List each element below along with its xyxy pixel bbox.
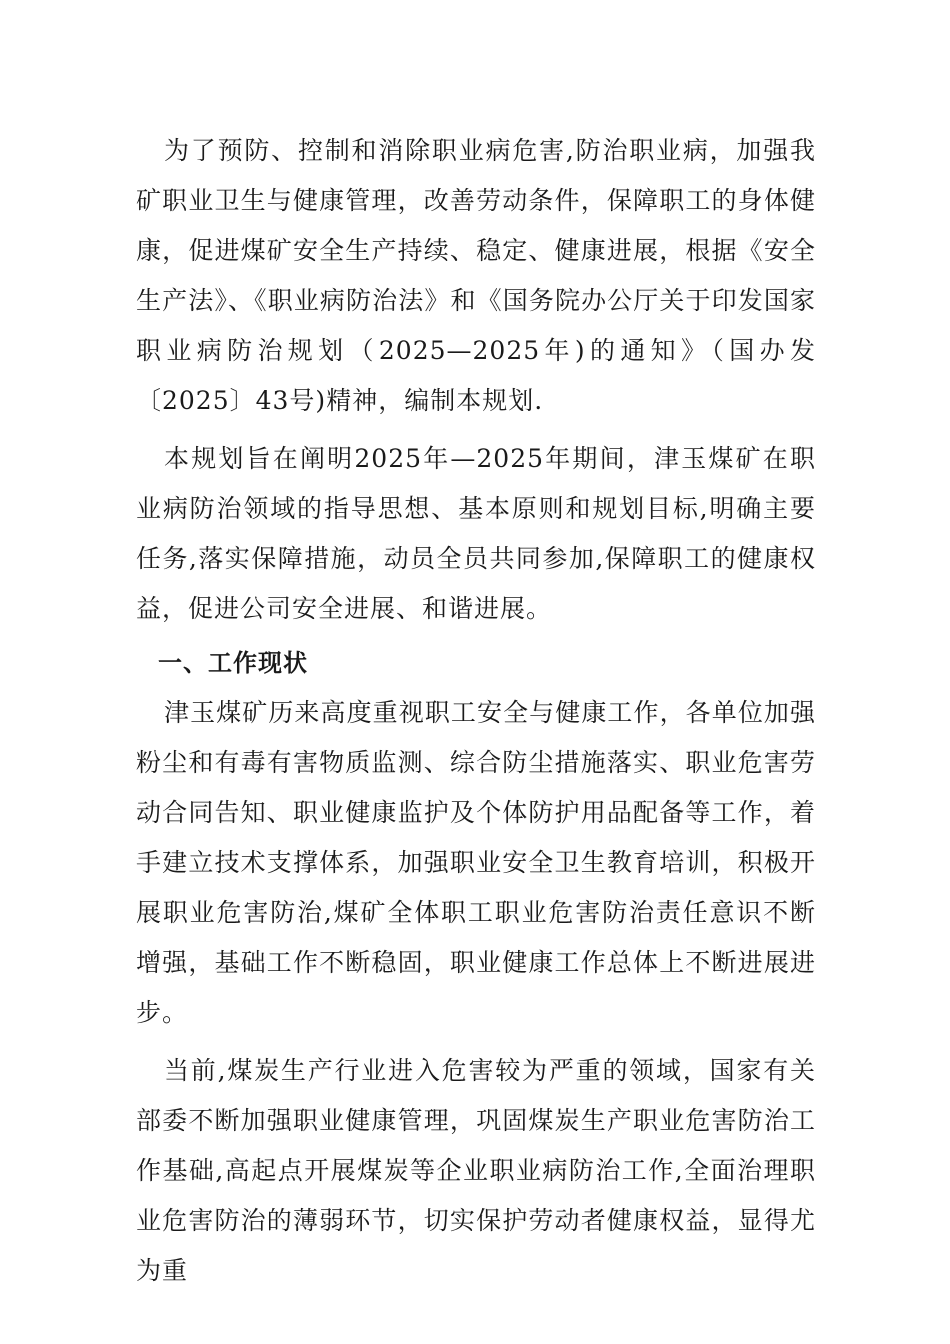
paragraph-intro: 为了预防、控制和消除职业病危害,防治职业病，加强我矿职业卫生与健康管理，改善劳动条件，保障职工的身体健康，促进煤矿安全生产持续、稳定、健康进展，根据《安全生产法》、《职业病防治法》和《国务院办公厅关于印发国家职业病防治规划（2025—2025年)的通知》（国办发〔2025〕43号)精神，编制本规划.	[136, 136, 816, 415]
section-heading-work-status: 一、工作现状	[158, 649, 308, 677]
document-body	[136, 126, 816, 1296]
paragraph-gap	[136, 1038, 816, 1046]
paragraph-status-2: 当前,煤炭生产行业进入危害较为严重的领域，国家有关部委不断加强职业健康管理，巩固煤炭生产职业危害防治工作基础,高起点开展煤炭等企业职业病防治工作,全面治理职业危害防治的薄弱环节，切实保护劳动者健康权益，显得尤为重	[136, 1056, 816, 1285]
paragraph-gap	[136, 426, 816, 434]
paragraph-purpose: 本规划旨在阐明2025年—2025年期间，津玉煤矿在职业病防治领域的指导思想、基本原则和规划目标,明确主要任务,落实保障措施，动员全员共同参加,保障职工的健康权益，促进公司安全进展、和谐进展。	[136, 444, 816, 623]
paragraph-status-1: 津玉煤矿历来高度重视职工安全与健康工作，各单位加强粉尘和有毒有害物质监测、综合防尘措施落实、职业危害劳动合同告知、职业健康监护及个体防护用品配备等工作，着手建立技术支撑体系，加强职业安全卫生教育培训，积极开展职业危害防治,煤矿全体职工职业危害防治责任意识不断增强，基础工作不断稳固，职业健康工作总体上不断进展进步。	[136, 698, 816, 1027]
